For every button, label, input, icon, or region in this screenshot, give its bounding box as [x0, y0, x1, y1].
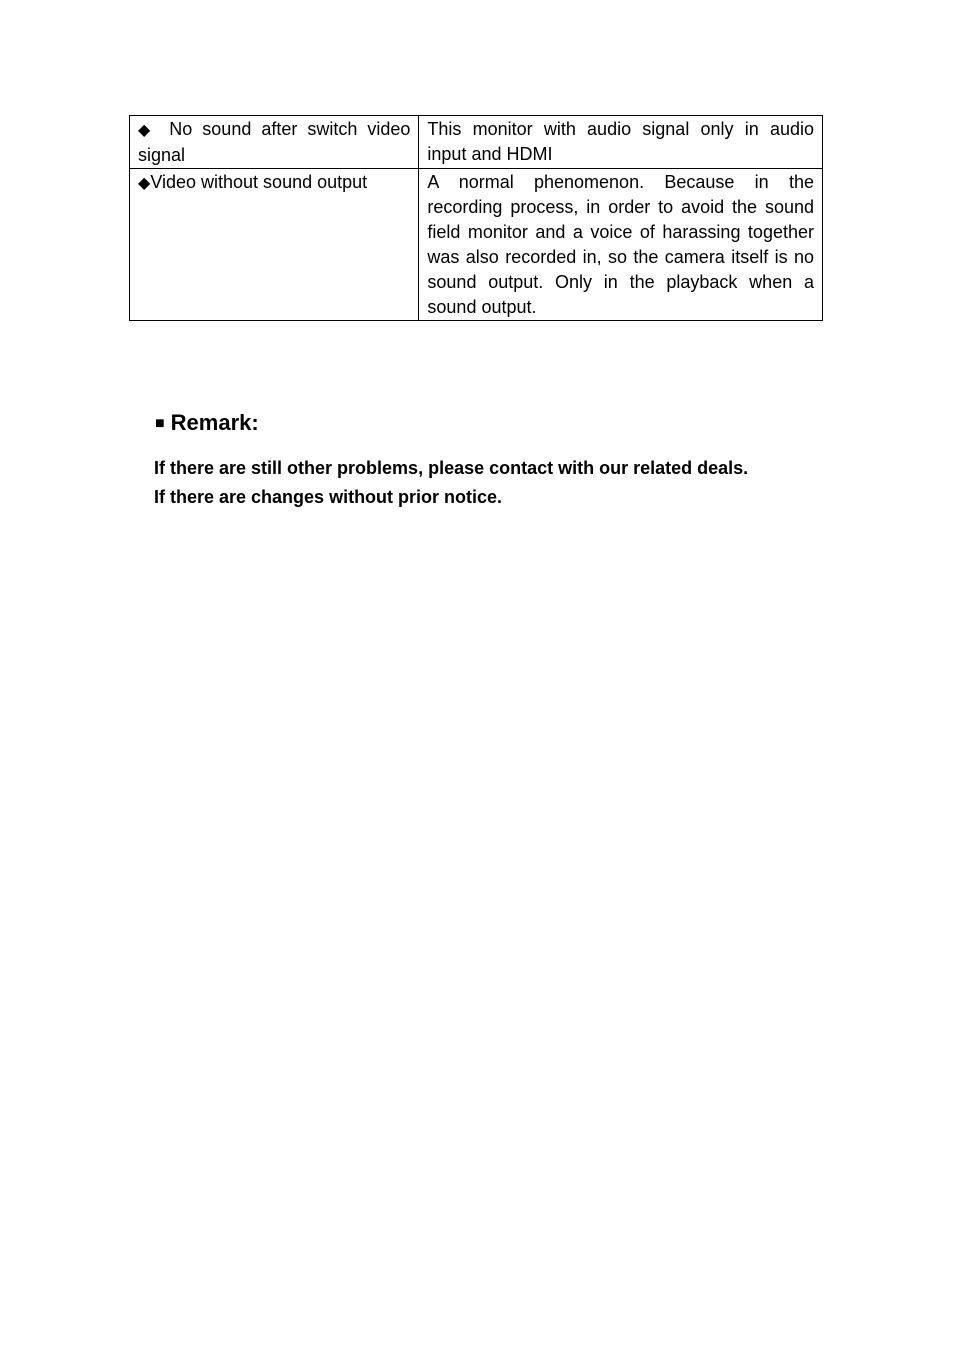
solution-text: A normal phenomenon. Because in the recording process, in order to avoid the sound field monitor and a voice of harassing together was also recorded in, so the camera itself is no sound output. Only in the playback when a sound output. — [427, 172, 814, 317]
diamond-bullet-icon: ◆ — [138, 175, 151, 192]
problem-cell — [130, 169, 419, 321]
solution-text: This monitor with audio signal only in audio input and HDMI — [427, 119, 814, 164]
solution-cell — [419, 169, 823, 321]
solution-cell — [419, 116, 823, 169]
table-row — [130, 116, 823, 169]
remark-title: Remark: — [170, 410, 259, 435]
remark-heading — [155, 408, 259, 439]
diamond-bullet-icon: ◆ — [138, 122, 156, 139]
problem-text: No sound after switch video signal — [138, 119, 411, 165]
remark-line: If there are changes without prior notice. — [154, 487, 503, 507]
square-bullet-icon: ■ — [155, 415, 165, 432]
remark-line: If there are still other problems, please contact with our related deals. — [154, 458, 749, 478]
troubleshooting-table — [129, 115, 823, 321]
problem-cell — [130, 116, 419, 169]
problem-text: Video without sound output — [150, 172, 368, 192]
table-row — [130, 169, 823, 321]
